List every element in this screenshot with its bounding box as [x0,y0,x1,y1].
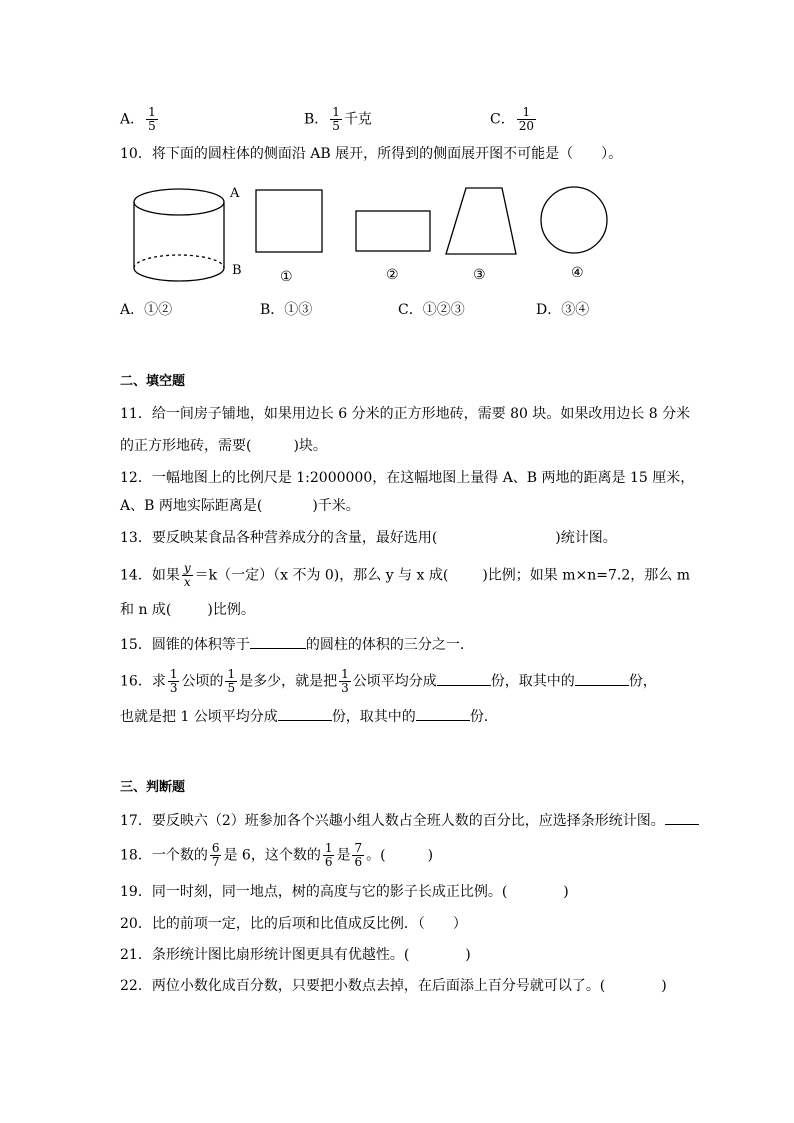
q10-option-d: D．③④ [536,302,590,318]
cylinder-figure [134,189,224,281]
q14-line2: 和 n 成( )比例。 [120,602,255,618]
q21-text: 21．条形统计图比扇形统计图更具有优越性。( ) [120,947,471,963]
point-b-label: B [232,263,242,278]
q19-text: 19．同一时刻，同一地点，树的高度与它的影子长成正比例。( ) [120,884,569,900]
fig-label-1: ① [280,269,293,285]
section-title-true-false: 三、判断题 [120,780,186,795]
q9-option-c: C． $\frac{1}{20}$ [490,105,534,133]
q16-line1: 16．求 $\frac{1}{3}$ 公顷的 $\frac{1}{5}$ 是多少，就是把 $\frac{1}{3}$ 公顷平均分成 份，取其中的 份， [120,667,657,695]
q16-line2: 也就是把 1 公顷平均分成 份，取其中的 份. [120,706,488,727]
fig-label-3: ③ [473,267,486,283]
q10-text: 10．将下面的圆柱体的侧面沿 AB 展开，所得到的侧面展开图不可能是（ ）。 [120,146,623,162]
fig-label-4: ④ [571,265,584,281]
fraction: $\frac{1}{6}$ [324,841,333,869]
trapezoid-shape [446,188,516,254]
q14-line1: 14．如果 $\frac{y}{x}$ ＝k（一定）（x 不为 0)，那么 y 与 x 成( )比例；如果 m×n=7.2，那么 m [120,561,690,589]
fraction: $\frac{7}{6}$ [354,841,363,869]
answer-blank[interactable] [278,706,332,721]
circle-shape [541,187,607,253]
q11-line1: 11．给一间房子铺地，如果用边长 6 分米的正方形地砖，需要 80 块。如果改用边长 8 分米 [120,406,691,422]
rectangle-shape [356,211,430,251]
fraction: $\frac{1}{3}$ [169,667,178,695]
answer-blank[interactable] [665,810,699,825]
fraction: $\frac{1}{3}$ [341,667,349,695]
fraction: $\frac{y}{x}$ [183,561,191,589]
fraction: $\frac{1}{5}$ [332,105,340,133]
q10-option-a: A．①② [120,302,173,318]
fig-label-2: ② [386,267,399,283]
q10-figures [120,178,620,290]
q9-option-b: B． $\frac{1}{5}$ 千克 [304,105,372,133]
answer-blank[interactable] [575,671,629,686]
q9-option-a: A． $\frac{1}{5}$ [120,105,156,133]
answer-blank[interactable] [416,706,470,721]
q12-line1: 12．一幅地图上的比例尺是 1:2000000，在这幅地图上量得 A、B 两地的距离是 15 厘米， [120,470,695,486]
q22-text: 22．两位小数化成百分数，只要把小数点去掉，在后面添上百分号就可以了。( ) [120,978,667,994]
q18-text: 18．一个数的 $\frac{6}{7}$ 是 6，这个数的 $\frac{1}{6}$ 是 $\frac{7}{6}$ 。( ) [120,841,434,869]
q15-text: 15．圆锥的体积等于 的圆柱的体积的三分之一． [120,634,474,655]
q13-text: 13．要反映某食品各种营养成分的含量，最好选用( )统计图。 [120,530,617,546]
q10-option-b: B．①③ [260,302,313,318]
square-shape [256,190,322,252]
answer-blank[interactable] [437,671,491,686]
q17-text: 17．要反映六（2）班参加各个兴趣小组人数占全班人数的百分比，应选择条形统计图。 [120,810,699,831]
fraction: $\frac{1}{20}$ [518,105,534,133]
q11-line2: 的正方形地砖，需要( )块。 [120,438,327,454]
answer-blank[interactable] [250,634,306,649]
q12-line2: A、B 两地实际距离是( )千米。 [120,498,360,514]
q10-option-c: C．①②③ [398,302,465,318]
fraction: $\frac{6}{7}$ [211,841,220,869]
point-a-label: A [230,186,240,201]
section-title-fill-blank: 二、填空题 [120,374,186,389]
fraction: $\frac{1}{5}$ [227,667,236,695]
fraction: $\frac{1}{5}$ [148,105,156,133]
q20-text: 20．比的前项一定，比的后项和比值成反比例．（ ） [120,916,467,932]
